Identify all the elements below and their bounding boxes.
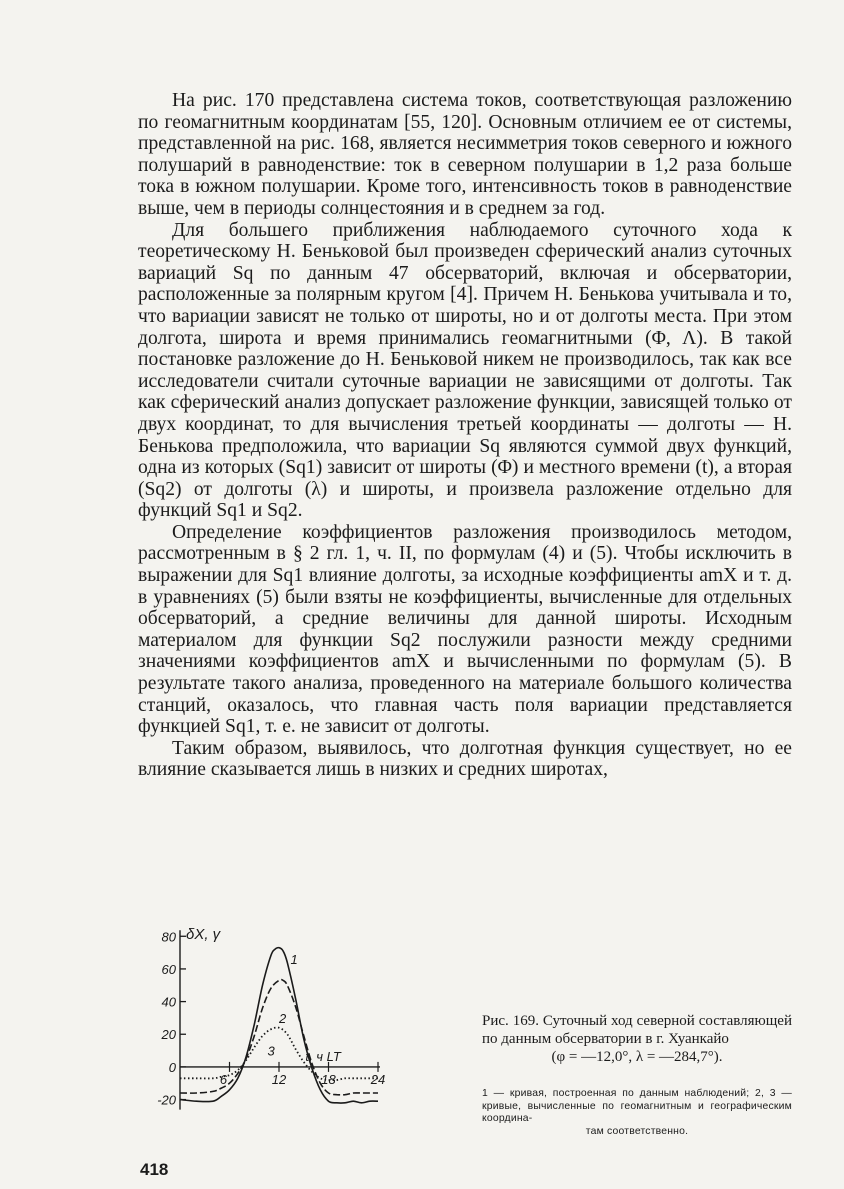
paragraph-3: Определение коэффициентов разложения производилось методом, рассмотренным в § 2 гл. 1, ч. II, по формулам (4) и (5). Чтобы исключить в выражении для Sq1 влияние долготы, за исходные коэффициенты amX и т. д. в уравнениях (5) были взяты не коэффициенты, вычисленные для отдельных обсерваторий, а средние величины для данной широты. Исходным материалом для функции Sq2 послужили разности между средними значениями коэффициентов amX и вычисленными по формулам (5). В результате такого анализа, проведенного на материале большого количества станций, оказалось, что главная часть поля вариации представляется функцией Sq1, т. е. не зависит от долготы. xyxy=(138,521,792,738)
x-axis-label: t, ч LT xyxy=(305,1048,341,1064)
y-tick-label: 20 xyxy=(161,1027,176,1043)
y-tick-label: 0 xyxy=(168,1059,176,1075)
curve-label-1: 1 xyxy=(290,952,298,968)
curve-label-2: 2 xyxy=(279,1010,287,1026)
x-tick-label: 12 xyxy=(271,1071,287,1087)
body-text xyxy=(138,90,792,781)
x-tick-label: 24 xyxy=(370,1071,386,1087)
y-tick-label: 40 xyxy=(161,994,176,1010)
paragraph-2: Для большего приближения наблюдаемого суточного хода к теоретическому Н. Беньковой был произведен сферический анализ суточных вариаций Sq по данным 47 обсерваторий, включая и обсерватории, расположенные за полярным кругом [4]. Причем Н. Бенькова учитывала и то, что вариации зависят не только от широты, но и от долготы места. При этом долгота, широта и время принимались геомагнитными (Φ, Λ). В такой постановке разложение до Н. Беньковой никем не производилось, так как все исследователи считали суточные вариации не зависящими от долготы. Так как сферический анализ допускает разложение функции, зависящей только от двух координат, то для вычисления третьей координаты — долготы — Н. Бенькова предположила, что вариации Sq являются суммой двух функций, одна из которых (Sq1) зависит от широты (Φ) и местного времени (t), а вторая (Sq2) от долготы (λ) и широты, и произвела разложение отдельно для функций Sq1 и Sq2. xyxy=(138,219,792,522)
y-tick-label: -20 xyxy=(157,1092,176,1108)
figure-legend-last: там соответственно. xyxy=(585,1125,689,1137)
y-axis-label: δX, γ xyxy=(186,926,221,943)
figure-caption-title: Рис. 169. Суточный ход северной составляющей по данным обсерватории в г. Хуанкайо xyxy=(482,1013,792,1047)
paragraph-1: На рис. 170 представлена система токов, соответствующая разложению по геомагнитным координатам [55, 120]. Основным отличием ее от системы, представленной на рис. 168, является несимметрия токов северного и южного полушарий в равноденствие: ток в северном полушарии в 1,2 раза больше тока в южном полушарии. Кроме того, интенсивность токов в равноденствие выше, чем в периоды солнцестояния и в среднем за год. xyxy=(138,90,792,219)
diurnal-variation-chart xyxy=(140,915,390,1125)
figure-legend-note xyxy=(482,1088,792,1138)
figure-caption-formula: (φ = —12,0°, λ = —284,7°). xyxy=(551,1049,723,1065)
y-tick-label: 60 xyxy=(161,961,176,977)
x-tick-label: 6 xyxy=(219,1071,228,1087)
paragraph-4: Таким образом, выявилось, что долготная функция существует, но ее влияние сказывается лишь в низких и средних широтах, xyxy=(138,737,792,781)
x-tick-label: 18 xyxy=(321,1071,336,1087)
y-ticks xyxy=(157,929,186,1107)
page-number: 418 xyxy=(140,1160,169,1179)
figure-caption xyxy=(482,1012,792,1066)
figure-legend-main: 1 — кривая, построенная по данным наблюдений; 2, 3 — кривые, вычисленные по геомагнитным и географическим координа- xyxy=(482,1088,792,1125)
y-tick-label: 80 xyxy=(161,929,176,945)
x-ticks xyxy=(220,1062,385,1087)
curve-label-3: 3 xyxy=(267,1043,275,1059)
